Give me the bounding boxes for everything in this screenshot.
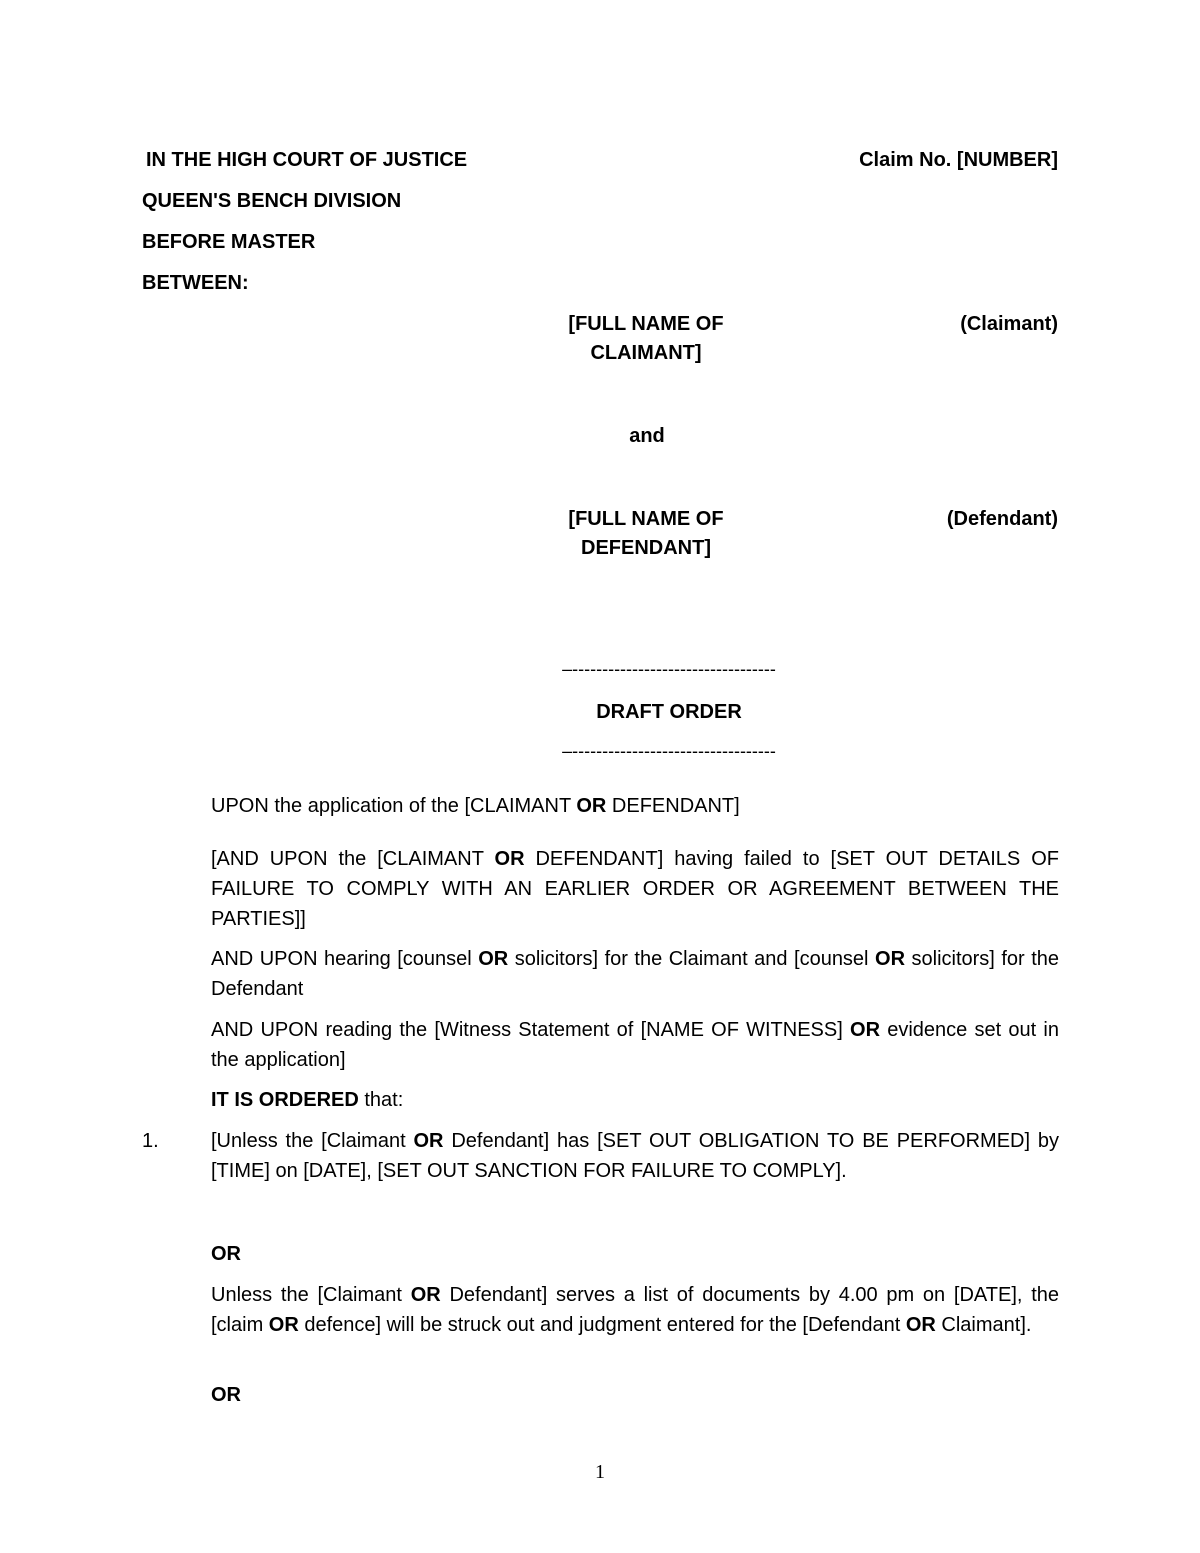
before-master: BEFORE MASTER <box>142 231 316 253</box>
defendant-role: (Defendant) <box>946 508 1058 530</box>
recital-hearing: AND UPON hearing [counsel OR solicitors] for the Claimant and [counsel OR solicitors] for the Defendant <box>211 948 1060 1000</box>
court-name: IN THE HIGH COURT OF JUSTICE <box>146 149 468 171</box>
defendant-name-line2: DEFENDANT] <box>581 537 711 559</box>
claimant-role: (Claimant) <box>960 313 1058 335</box>
and-label: and <box>629 425 665 447</box>
division: QUEEN'S BENCH DIVISION <box>142 190 402 212</box>
claim-number: Claim No. [NUMBER] <box>859 149 1058 171</box>
claimant-name-line2: CLAIMANT] <box>590 342 702 364</box>
title-rule-top: –---------------------------------- <box>562 659 776 679</box>
claimant-name-line1: [FULL NAME OF <box>568 313 724 335</box>
page-number: 1 <box>595 1461 605 1483</box>
order-paragraph-2: Unless the [Claimant OR Defendant] serves a list of documents by 4.00 pm on [DATE], the [claim OR defence] will be struck out and judgment entered for the [Defendant OR Claimant]. <box>211 1284 1060 1336</box>
defendant-name-line1: [FULL NAME OF <box>568 508 724 530</box>
recital-reading: AND UPON reading the [Witness Statement of [NAME OF WITNESS] OR evidence set out in the application] <box>211 1019 1059 1071</box>
recital-failure: [AND UPON the [CLAIMANT OR DEFENDANT] having failed to [SET OUT DETAILS OF FAILURE TO COMPLY WITH AN EARLIER ORDER OR AGREEMENT BETWEEN THE PARTIES]] <box>211 848 1059 930</box>
or-separator-2: OR <box>211 1384 241 1406</box>
order-number-1: 1. <box>142 1130 159 1152</box>
between-label: BETWEEN: <box>142 272 249 294</box>
order-paragraph-1: [Unless the [Claimant OR Defendant] has [SET OUT OBLIGATION TO BE PERFORMED] by [TIME] on [DATE], [SET OUT SANCTION FOR FAILURE TO COMPLY]. <box>211 1130 1060 1182</box>
recital-application: UPON the application of the [CLAIMANT OR DEFENDANT] <box>211 795 740 817</box>
document-title: DRAFT ORDER <box>596 701 742 723</box>
it-is-ordered: IT IS ORDERED that: <box>211 1089 404 1111</box>
title-rule-bottom: –---------------------------------- <box>562 741 776 761</box>
or-separator-1: OR <box>211 1243 241 1265</box>
